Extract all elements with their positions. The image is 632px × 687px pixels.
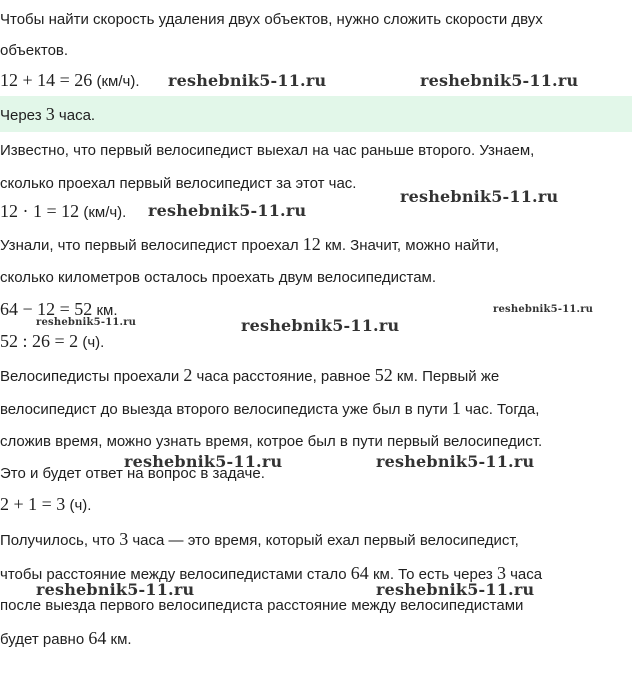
math-expression: 12 + 14 = 26	[0, 70, 93, 90]
text-fragment: будет равно	[0, 631, 89, 648]
text-line	[0, 398, 539, 420]
text-fragment: велосипедист до выезда второго велосипедиста уже был в пути	[0, 401, 452, 418]
answer-line	[0, 104, 95, 126]
text-fragment: Узнали, что первый велосипедист проехал	[0, 237, 303, 254]
unit-text: (км/ч).	[79, 204, 127, 221]
watermark: reshebnik5-11.ru	[36, 580, 195, 599]
watermark: reshebnik5-11.ru	[493, 304, 594, 315]
watermark: reshebnik5-11.ru	[168, 71, 327, 90]
text-line: сколько километров осталось проехать двум велосипедистам.	[0, 269, 437, 286]
watermark: reshebnik5-11.ru	[400, 187, 559, 206]
equation-line	[0, 494, 91, 516]
text-fragment: км. Значит, можно найти,	[320, 237, 500, 254]
text-line: Чтобы найти скорость удаления двух объектов, нужно сложить скорости двух	[0, 11, 543, 28]
watermark: reshebnik5-11.ru	[36, 317, 137, 328]
text-fragment: чтобы расстояние между велосипедистами стало	[0, 566, 351, 583]
text-line: Известно, что первый велосипедист выехал на час раньше второго. Узнаем,	[0, 142, 535, 159]
text-line	[0, 365, 499, 387]
text-fragment: Велосипедисты проехали	[0, 368, 184, 385]
math-expression: 3	[45, 104, 55, 124]
unit-text: (км/ч).	[92, 73, 140, 90]
unit-text: (ч).	[78, 334, 105, 351]
text-fragment: км. То есть через	[368, 566, 497, 583]
text-line: Это и будет ответ на вопрос в задаче.	[0, 465, 265, 482]
math-expression: 12	[302, 234, 321, 254]
text-fragment: км.	[106, 631, 132, 648]
text-line	[0, 234, 499, 256]
math-expression: 64	[88, 628, 107, 648]
equation-line	[0, 201, 126, 223]
text-fragment: Получилось, что	[0, 532, 120, 549]
math-expression: 1	[451, 398, 461, 418]
unit-text: км.	[92, 302, 118, 319]
watermark: reshebnik5-11.ru	[420, 71, 579, 90]
text-line	[0, 529, 519, 551]
text-line	[0, 628, 132, 650]
math-expression: 3	[119, 529, 129, 549]
math-expression: 2 + 1 = 3	[0, 494, 66, 514]
text-fragment: часа	[505, 566, 543, 583]
text-fragment: час. Тогда,	[460, 401, 540, 418]
watermark: reshebnik5-11.ru	[376, 452, 535, 471]
math-expression: 64 − 12 = 52	[0, 299, 93, 319]
equation-line	[0, 331, 104, 353]
unit-text: (ч).	[65, 497, 92, 514]
text-line: после выезда первого велосипедиста расстояние между велосипедистами	[0, 597, 524, 614]
text-fragment: часа — это время, который ехал первый велосипедист,	[128, 532, 519, 549]
math-expression: 52	[374, 365, 393, 385]
watermark: reshebnik5-11.ru	[376, 580, 535, 599]
text-fragment: Через	[0, 107, 46, 124]
text-line: объектов.	[0, 42, 69, 59]
math-expression: 52 : 26 = 2	[0, 331, 79, 351]
watermark: reshebnik5-11.ru	[241, 316, 400, 335]
math-expression: 3	[496, 563, 506, 583]
math-expression: 2	[183, 365, 193, 385]
text-line: сколько проехал первый велосипедист за этот час.	[0, 175, 357, 192]
math-expression: 64	[350, 563, 369, 583]
text-fragment: км. Первый же	[392, 368, 500, 385]
equation-line	[0, 70, 140, 92]
text-fragment: часа.	[54, 107, 96, 124]
math-expression: 12 · 1 = 12	[0, 201, 80, 221]
watermark: reshebnik5-11.ru	[148, 201, 307, 220]
watermark: reshebnik5-11.ru	[124, 452, 283, 471]
text-fragment: часа расстояние, равное	[192, 368, 375, 385]
text-line: сложив время, можно узнать время, котрое был в пути первый велосипедист.	[0, 433, 543, 450]
